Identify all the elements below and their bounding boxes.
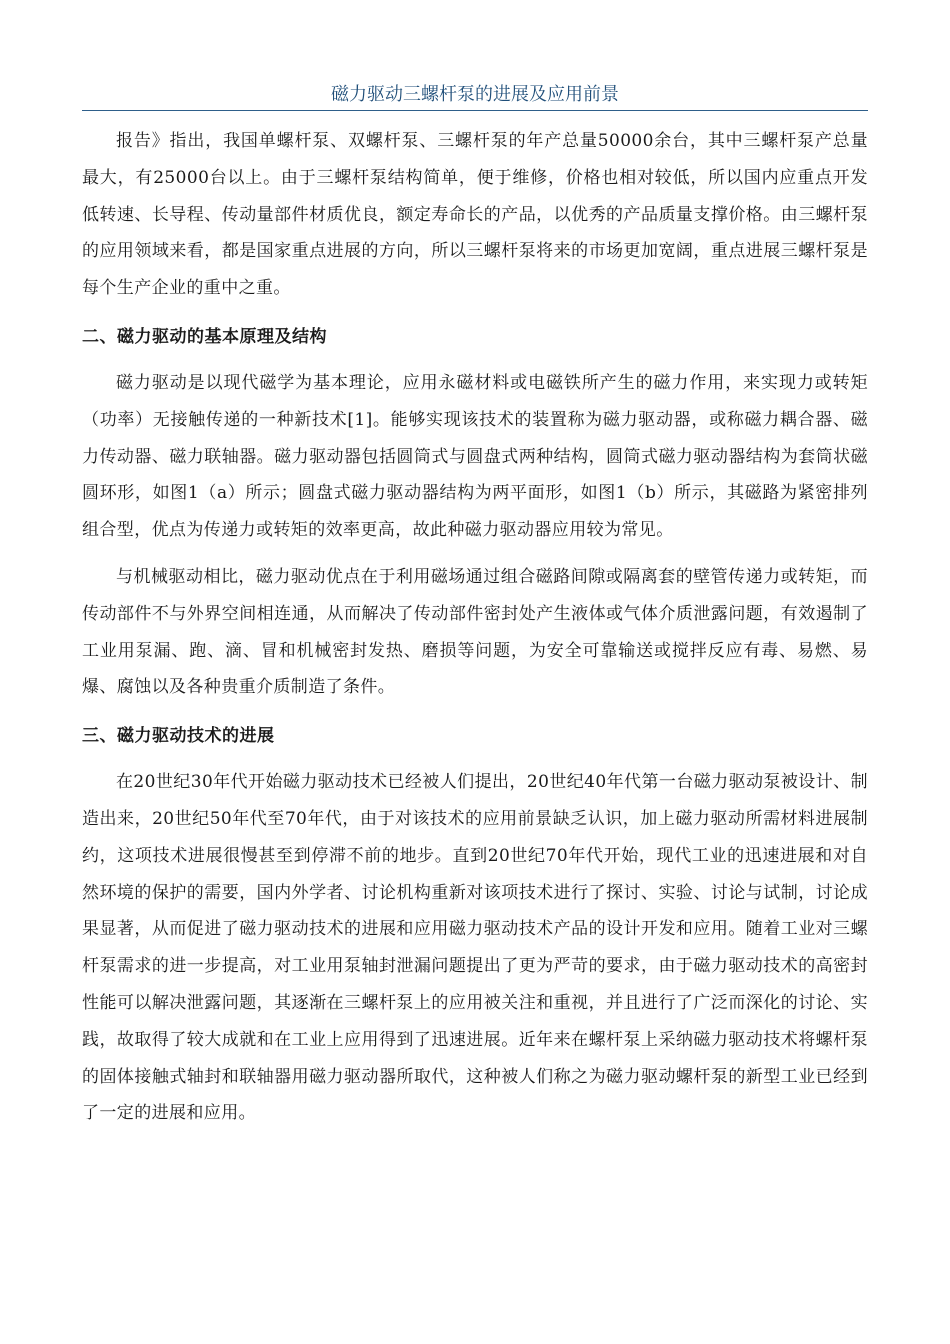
document-body bbox=[82, 123, 868, 1132]
paragraph-intro-continuation: 报告》指出，我国单螺杆泵、双螺杆泵、三螺杆泵的年产总量50000余台，其中三螺杆泵产总量最大，有25000台以上。由于三螺杆泵结构简单，便于维修，价格也相对较低，所以国内应重点开发低转速、长导程、传动量部件材质优良，额定寿命长的产品，以优秀的产品质量支撑价格。由三螺杆泵的应用领域来看，都是国家重点进展的方向，所以三螺杆泵将来的市场更加宽阔，重点进展三螺杆泵是每个生产企业的重中之重。 bbox=[82, 131, 868, 299]
paragraph-comparison: 与机械驱动相比，磁力驱动优点在于利用磁场通过组合磁路间隙或隔离套的壁管传递力或转矩，而传动部件不与外界空间相连通，从而解决了传动部件密封处产生液体或气体介质泄露问题，有效遏制了工业用泵漏、跑、滴、冒和机械密封发热、磨损等问题，为安全可靠输送或搅拌反应有毒、易燃、易爆、腐蚀以及各种贵重介质制造了条件。 bbox=[82, 566, 868, 698]
header-title: 磁力驱动三螺杆泵的进展及应用前景 bbox=[331, 84, 619, 105]
document-page bbox=[82, 0, 868, 1132]
section-heading-progress: 三、磁力驱动技术的进展 bbox=[82, 726, 275, 747]
section-heading-principle: 二、磁力驱动的基本原理及结构 bbox=[82, 326, 327, 347]
running-header bbox=[82, 0, 868, 111]
paragraph-progress: 在20世纪30年代开始磁力驱动技术已经被人们提出，20世纪40年代第一台磁力驱动泵被设计、制造出来，20世纪50年代至70年代，由于对该技术的应用前景缺乏认识，加上磁力驱动所需材料进展制约，这项技术进展很慢甚至到停滞不前的地步。直到20世纪70年代开始，现代工业的迅速进展和对自然环境的保护的需要，国内外学者、讨论机构重新对该项技术进行了探讨、实验、讨论与试制，讨论成果显著，从而促进了磁力驱动技术的进展和应用磁力驱动技术产品的设计开发和应用。随着工业对三螺杆泵需求的进一步提高，对工业用泵轴封泄漏问题提出了更为严苛的要求，由于磁力驱动技术的高密封性能可以解决泄露问题，其逐渐在三螺杆泵上的应用被关注和重视，并且进行了广泛而深化的讨论、实践，故取得了较大成就和在工业上应用得到了迅速进展。近年来在螺杆泵上采纳磁力驱动技术将螺杆泵的固体接触式轴封和联轴器用磁力驱动器所取代，这种被人们称之为磁力驱动螺杆泵的新型工业已经到了一定的进展和应用。 bbox=[82, 772, 868, 1124]
paragraph-principle: 磁力驱动是以现代磁学为基本理论，应用永磁材料或电磁铁所产生的磁力作用，来实现力或转矩（功率）无接触传递的一种新技术[1]。能够实现该技术的装置称为磁力驱动器，或称磁力耦合器、磁力传动器、磁力联轴器。磁力驱动器包括圆筒式与圆盘式两种结构，圆筒式磁力驱动器结构为套筒状磁圆环形，如图1（a）所示；圆盘式磁力驱动器结构为两平面形，如图1（b）所示，其磁路为紧密排列组合型，优点为传递力或转矩的效率更高，故此种磁力驱动器应用较为常见。 bbox=[82, 372, 868, 541]
